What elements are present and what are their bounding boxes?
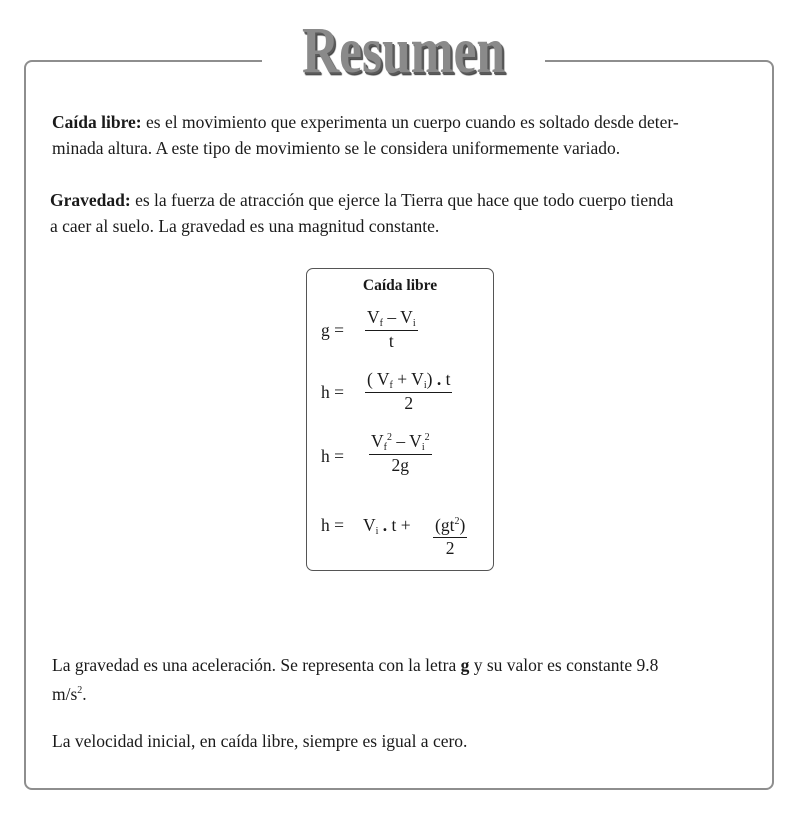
gravedad-line1: es la fuerza de atracción que ejerce la Tierra que hace que todo cuerpo tienda — [130, 190, 674, 210]
formula-height-avg-fraction — [365, 369, 452, 414]
formula-height-squares-fraction — [369, 431, 432, 476]
symbol-v: V — [371, 431, 384, 451]
paragraph-caida-libre — [52, 109, 752, 161]
formula-gravity-denominator: t — [388, 331, 394, 351]
velocidad-text: La velocidad inicial, en caída libre, siempre es igual a cero. — [52, 731, 468, 751]
formula-gravity — [321, 307, 491, 357]
formula-height-avg-numerator — [365, 369, 452, 393]
subscript-i: i — [423, 380, 427, 391]
exponent-2b: 2 — [424, 432, 430, 443]
term-caida-libre: Caída libre: — [52, 112, 142, 132]
gt-open: (gt — [435, 515, 455, 535]
formula-height-squares-denominator: 2g — [391, 455, 410, 475]
term-gravedad: Gravedad: — [50, 190, 131, 210]
symbol-v: V — [367, 307, 380, 327]
formula-gravity-lhs: g = — [321, 320, 344, 340]
gravedad-line2: a caer al suelo. La gravedad es una magnitud constante. — [50, 216, 440, 236]
multiply-dot: . — [436, 369, 442, 389]
minus-v: – V — [391, 431, 422, 451]
subscript-f: f — [379, 318, 383, 329]
formula-height-squares-lhs: h = — [321, 446, 344, 466]
formula-gravity-numerator — [365, 307, 418, 331]
formula-height-time-fraction — [433, 515, 467, 559]
formula-height-time-denominator: 2 — [445, 538, 455, 558]
formula-box — [306, 268, 494, 571]
page-title: Resumen — [301, 14, 506, 87]
aceleracion-unit: m/s — [52, 684, 78, 704]
aceleracion-text-after: y su valor es constante 9.8 — [469, 655, 659, 675]
aceleracion-text-before: La gravedad es una aceleración. Se representa con la letra — [52, 655, 461, 675]
paragraph-gravedad — [50, 187, 750, 239]
formula-height-time-numerator — [433, 515, 467, 538]
exponent-2: 2 — [454, 516, 460, 527]
caida-libre-line1: es el movimiento que experimenta un cuerpo cuando es soltado desde deter- — [141, 112, 679, 132]
formula-height-time-prefix — [363, 515, 411, 537]
minus-sign: – — [382, 307, 401, 327]
symbol-v2: V — [400, 307, 413, 327]
formula-gravity-fraction — [365, 307, 418, 352]
paragraph-aceleracion — [52, 652, 752, 707]
close-paren: ) — [459, 515, 466, 535]
formula-height-squares — [321, 431, 491, 481]
formula-height-time-lhs: h = — [321, 515, 344, 535]
exponent-2: 2 — [386, 432, 392, 443]
symbol-v: V — [363, 515, 376, 535]
subscript-i: i — [421, 442, 425, 453]
formula-box-title: Caída libre — [362, 277, 438, 294]
plus-v: + V — [392, 369, 424, 389]
letter-g: g — [460, 655, 470, 675]
subscript-i: i — [412, 318, 416, 329]
formula-height-avg — [321, 369, 491, 419]
formula-height-squares-numerator — [369, 431, 432, 455]
paragraph-velocidad — [52, 728, 752, 754]
open-paren-v: ( V — [367, 369, 390, 389]
multiply-dot: . — [382, 515, 388, 535]
aceleracion-unit-exponent: 2 — [77, 685, 83, 696]
formula-height-avg-denominator: 2 — [404, 393, 414, 413]
t-plus: t + — [387, 515, 411, 535]
formula-height-time — [321, 507, 491, 561]
subscript-f: f — [383, 442, 387, 453]
symbol-t: t — [441, 369, 451, 389]
formula-height-avg-lhs: h = — [321, 382, 344, 402]
aceleracion-unit-end: . — [82, 684, 87, 704]
close-paren: ) — [426, 369, 437, 389]
subscript-i: i — [375, 526, 379, 537]
subscript-f: f — [389, 380, 393, 391]
caida-libre-line2: minada altura. A este tipo de movimiento se le considera uniformemente variado. — [52, 138, 621, 158]
